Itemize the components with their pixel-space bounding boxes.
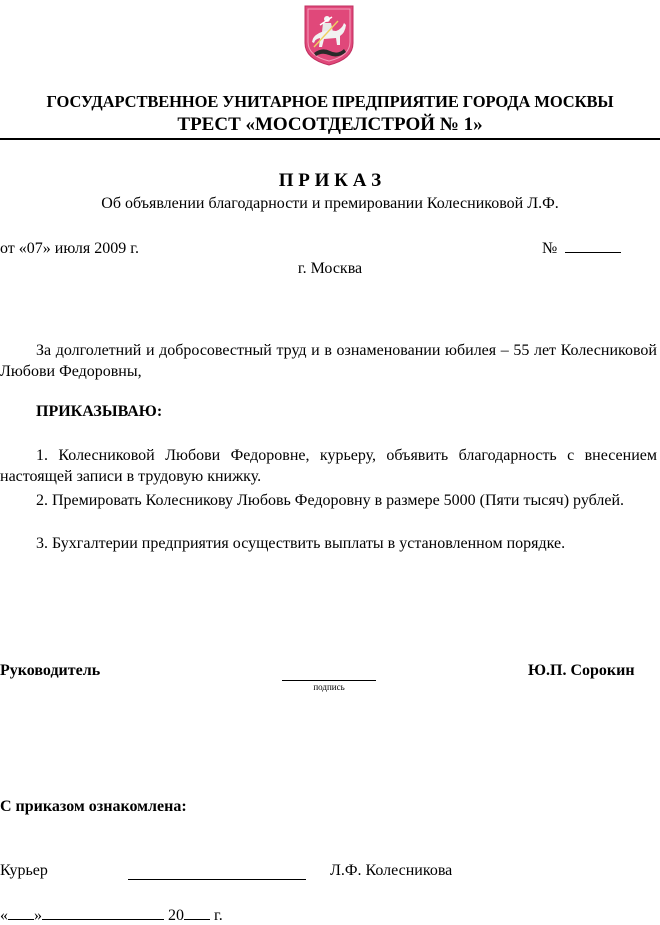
date-open-quote: « — [0, 907, 8, 924]
document-city: г. Москва — [297, 260, 363, 277]
header-divider — [0, 138, 660, 140]
document-date: от «07» июля 2009 г. — [0, 240, 139, 257]
signature-line — [282, 680, 376, 681]
order-item-3: 3. Бухгалтерии предприятия осуществить выплаты в установленном порядке. — [36, 535, 566, 552]
order-item-2: 2. Премировать Колесникову Любовь Федоровну в размере 5000 (Пяти тысяч) рублей. — [36, 492, 625, 509]
order-item-1: 1. Колесниковой Любови Федоровне, курьеру, объявить благодарность с внесением настоящей записи в трудовую книжку. — [0, 447, 657, 485]
signatory-role: Руководитель — [0, 662, 101, 679]
day-blank — [8, 906, 34, 920]
number-blank — [565, 240, 621, 253]
document-subtitle: Об объявлении благодарности и премировании Колесниковой Л.Ф. — [101, 195, 559, 212]
signatory-name: Ю.П. Сорокин — [528, 662, 635, 679]
acknowledgement-date — [0, 906, 223, 925]
organization-line1: ГОСУДАРСТВЕННОЕ УНИТАРНОЕ ПРЕДПРИЯТИЕ ГОРОДА МОСКВЫ — [46, 92, 614, 111]
order-word: ПРИКАЗЫВАЮ: — [36, 403, 163, 420]
signature-caption: подпись — [313, 682, 345, 692]
acknowledger-signature-line — [128, 879, 306, 880]
document-title: П Р И К А З — [278, 170, 382, 191]
number-label: № — [542, 240, 558, 257]
date-close-quote: » — [34, 907, 42, 924]
acknowledger-name: Л.Ф. Колесникова — [330, 862, 453, 879]
year-prefix: 20 — [168, 907, 184, 924]
document-number — [542, 240, 621, 258]
year-suffix: г. — [214, 907, 223, 924]
year-blank — [184, 906, 210, 920]
acknowledgement-heading: С приказом ознакомлена: — [0, 798, 187, 815]
acknowledger-role: Курьер — [0, 862, 48, 879]
organization-line2: ТРЕСТ «МОСОТДЕЛСТРОЙ № 1» — [177, 114, 483, 135]
moscow-coat-of-arms-icon — [302, 3, 356, 67]
intro-paragraph: За долголетний и добросовестный труд и в ознаменовании юбилея – 55 лет Колесниковой Любови Федоровны, — [0, 342, 657, 380]
month-blank — [42, 906, 164, 920]
